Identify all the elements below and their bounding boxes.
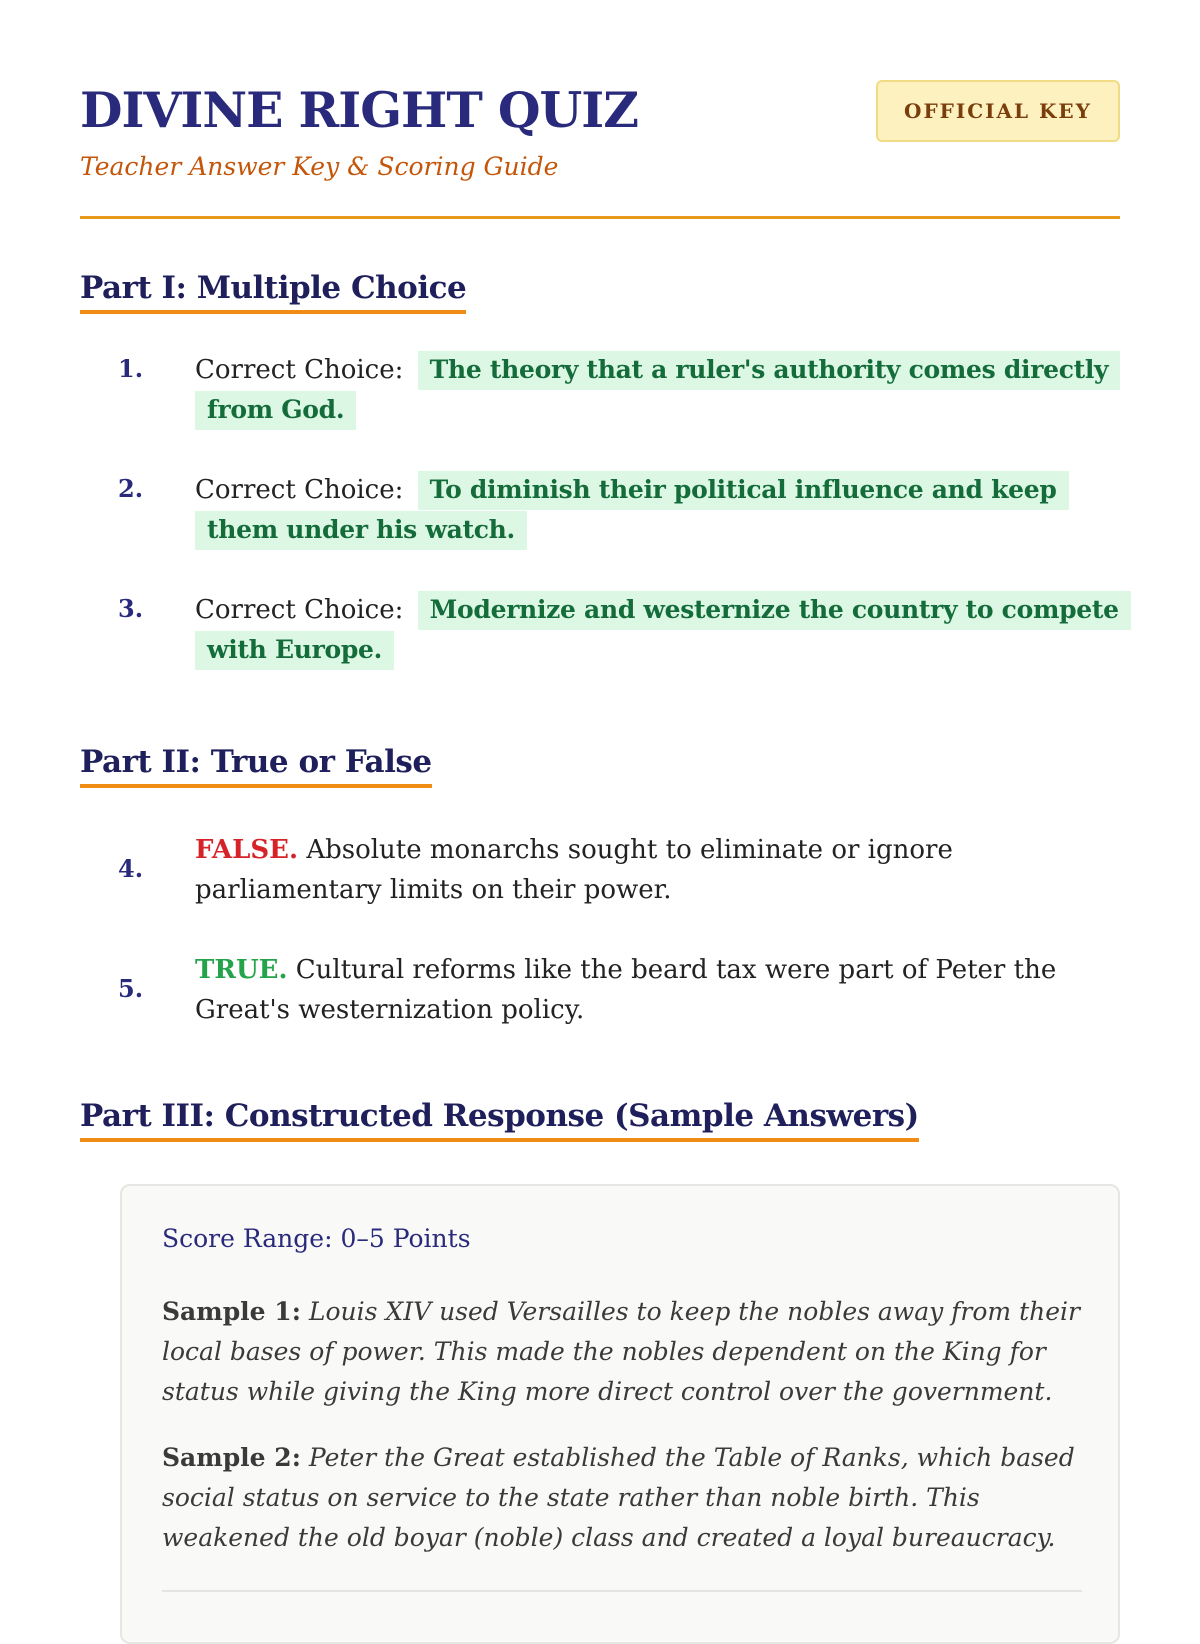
correct-choice-label: Correct Choice: (195, 355, 404, 385)
question-answer (195, 830, 1120, 910)
sample-answers-card (120, 1184, 1120, 1644)
part-2-heading: Part II: True or False (80, 742, 432, 788)
answer-key-page (80, 0, 1120, 1552)
sample-text: Peter the Great established the Table of Ranks, which based social status on service to the state rather than noble birth. This weakened the old boyar (noble) class and created a loyal bureaucracy. (162, 1443, 1075, 1552)
true-verdict: TRUE. (195, 955, 288, 985)
sample-answer-1 (162, 1292, 1082, 1412)
question-answer (195, 470, 1120, 550)
page-title: DIVINE RIGHT QUIZ (80, 81, 638, 139)
score-range: Score Range: 0–5 Points (162, 1224, 471, 1253)
card-divider (162, 1590, 1082, 1592)
question-answer (195, 950, 1120, 1030)
official-key-badge: OFFICIAL KEY (876, 80, 1120, 142)
correct-choice-label: Correct Choice: (195, 475, 404, 505)
question-answer (195, 590, 1120, 670)
correct-answer-highlight: The theory that a ruler's authority comes directly from God. (195, 351, 1120, 430)
question-number: 1. (118, 354, 144, 383)
page-subtitle: Teacher Answer Key & Scoring Guide (80, 152, 559, 181)
part-3-heading: Part III: Constructed Response (Sample Answers) (80, 1096, 919, 1142)
correct-choice-label: Correct Choice: (195, 595, 404, 625)
part-1-heading: Part I: Multiple Choice (80, 268, 466, 314)
question-number: 4. (118, 854, 144, 883)
statement-text: Cultural reforms like the beard tax were part of Peter the Great's westernization policy. (195, 955, 1057, 1025)
correct-answer-highlight: To diminish their political influence and keep them under his watch. (195, 471, 1069, 550)
statement-text: Absolute monarchs sought to eliminate or ignore parliamentary limits on their power. (195, 835, 953, 905)
sample-label: Sample 1: (162, 1297, 301, 1326)
sample-label: Sample 2: (162, 1443, 301, 1472)
question-answer (195, 350, 1120, 430)
question-number: 5. (118, 974, 144, 1003)
question-number: 3. (118, 594, 144, 623)
question-number: 2. (118, 474, 144, 503)
page-header (80, 0, 1120, 219)
correct-answer-highlight: Modernize and westernize the country to compete with Europe. (195, 591, 1131, 670)
sample-answer-2 (162, 1438, 1082, 1558)
sample-text: Louis XIV used Versailles to keep the nobles away from their local bases of power. This made the nobles dependent on the King for status while giving the King more direct control over the government. (162, 1297, 1080, 1406)
false-verdict: FALSE. (195, 835, 299, 865)
